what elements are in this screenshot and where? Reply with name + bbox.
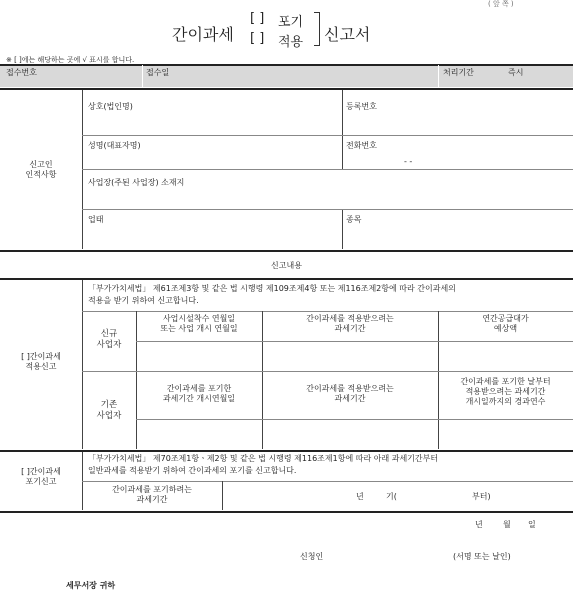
business-item-field[interactable]	[344, 226, 571, 246]
existing-apply-period-header: 간이과세를 적용받으려는 과세기간	[306, 384, 394, 403]
giveup-section-label[interactable]: [ ]간이과세 포기신고	[21, 467, 61, 486]
check-note: ※ [ ]에는 해당하는 곳에 √ 표시를 합니다.	[6, 56, 135, 64]
existing-business-label: 기존 사업자	[96, 400, 122, 421]
business-type-field[interactable]	[84, 226, 340, 246]
apply-section-label[interactable]: [ ]간이과세 적용신고	[21, 352, 61, 371]
signature-label: (서명 또는 날인)	[453, 552, 511, 561]
elapsed-years-field[interactable]	[440, 421, 571, 447]
business-item-label: 종목	[346, 215, 362, 224]
elapsed-years-header: 간이과세를 포기한 날부터 적용받으려는 과세기간 개시일까지의 경과연수	[460, 377, 551, 406]
existing-apply-period-field[interactable]	[264, 421, 436, 447]
recipient-label: 세무서장 귀하	[66, 581, 116, 590]
title-option-giveup-bracket[interactable]: [ ]	[250, 11, 265, 26]
company-name-label: 상호(법인명)	[88, 102, 133, 111]
giveup-year-text: 년	[356, 492, 364, 501]
annual-supply-field[interactable]	[440, 343, 571, 369]
date-month-label: 월	[503, 520, 511, 529]
giveup-law-text-1: 「부가가치세법」 제70조제1항ㆍ제2항 및 같은 법 시행령 제116조제1항에 따라 아래 과세기간부터	[88, 454, 439, 463]
title-option-apply-bracket[interactable]: [ ]	[250, 31, 265, 46]
representative-name-field[interactable]	[84, 152, 340, 168]
processing-period-value: 즉시	[508, 68, 524, 77]
receipt-date-label: 접수일	[146, 68, 170, 77]
date-year-label: 년	[475, 520, 483, 529]
business-address-label: 사업장(주된 사업장) 소재지	[88, 178, 185, 187]
processing-period-label: 처리기간	[443, 68, 474, 77]
apply-law-text-1: 「부가가치세법」 제61조제3항 및 같은 법 시행령 제109조제4항 또는 제116조제2항에 따라 간이과세의	[88, 284, 456, 293]
company-name-field[interactable]	[84, 114, 340, 134]
title-suffix: 신고서	[324, 25, 371, 44]
receipt-number-label: 접수번호	[6, 68, 37, 77]
date-day-label: 일	[528, 520, 536, 529]
business-type-label: 업태	[88, 215, 104, 224]
title-prefix: 간이과세	[172, 25, 234, 44]
title-brace	[314, 12, 320, 46]
registration-number-field[interactable]	[344, 114, 571, 134]
applicant-name-field[interactable]	[330, 548, 450, 564]
phone-field[interactable]: - -	[404, 157, 413, 166]
giveup-period-input[interactable]	[364, 488, 384, 504]
annual-supply-header: 연간공급대가 예상액	[482, 314, 529, 333]
receipt-row	[0, 65, 573, 87]
business-address-field[interactable]	[84, 190, 571, 208]
title-option-apply: 적용	[278, 35, 304, 50]
apply-period-header: 간이과세를 적용받으려는 과세기간	[306, 314, 394, 333]
page-side-note: ( 앞 쪽 )	[488, 0, 514, 8]
giveup-start-header: 간이과세를 포기한 과세기간 개시연월일	[162, 384, 236, 403]
giveup-start-field[interactable]	[138, 421, 260, 447]
phone-label: 전화번호	[346, 141, 377, 150]
start-date-header: 사업시설착수 연월일 또는 사업 개시 연월일	[160, 314, 238, 333]
apply-law-text-2: 적용을 받기 위하여 신고합니다.	[88, 296, 199, 305]
giveup-period-label: 간이과세를 포기하려는 과세기간	[112, 485, 192, 504]
title-option-giveup: 포기	[278, 15, 304, 30]
apply-period-field[interactable]	[264, 343, 436, 369]
giveup-period-text: 기(	[386, 492, 397, 501]
applicant-label: 신청인	[300, 552, 324, 561]
reporter-section-label: 신고인 인적사항	[25, 160, 57, 179]
registration-number-label: 등록번호	[346, 102, 377, 111]
start-date-field[interactable]	[138, 343, 260, 369]
giveup-from-text: 부터)	[472, 492, 491, 501]
giveup-law-text-2: 일반과세를 적용받기 위하여 간이과세의 포기를 신고합니다.	[88, 466, 297, 475]
new-business-label: 신규 사업자	[96, 329, 122, 350]
representative-name-label: 성명(대표자명)	[88, 141, 141, 150]
content-heading: 신고내용	[271, 261, 302, 270]
